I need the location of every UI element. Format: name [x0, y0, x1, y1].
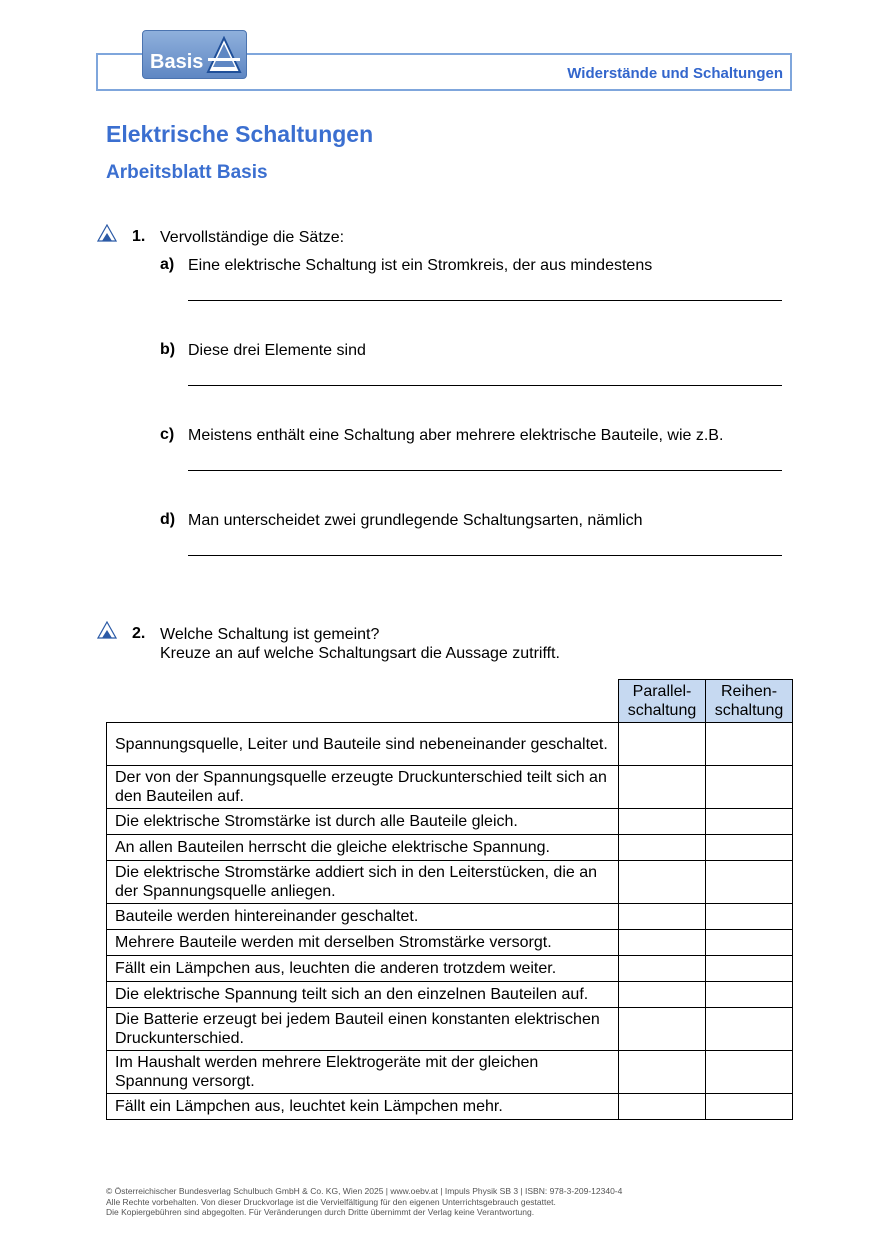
- table-header-row: [107, 680, 793, 723]
- answer-line-c[interactable]: [188, 470, 782, 471]
- parallel-checkbox-cell[interactable]: [619, 835, 706, 861]
- statement-cell: Bauteile werden hintereinander geschaltet.: [107, 904, 619, 930]
- task-1b-text: Diese drei Elemente sind: [188, 342, 366, 359]
- basis-level-icon: [97, 224, 117, 242]
- parallel-checkbox-cell[interactable]: [619, 766, 706, 809]
- col-header-parallel-line2: schaltung: [627, 702, 697, 719]
- table-row: [107, 1051, 793, 1094]
- page-title: Elektrische Schaltungen: [106, 121, 374, 147]
- table-row: [107, 904, 793, 930]
- series-checkbox-cell[interactable]: [706, 1051, 793, 1094]
- page-subtitle: Arbeitsblatt Basis: [106, 162, 268, 183]
- series-checkbox-cell[interactable]: [706, 1008, 793, 1051]
- series-checkbox-cell[interactable]: [706, 982, 793, 1008]
- footer-line-2: Alle Rechte vorbehalten. Von dieser Druckvorlage ist die Vervielfältigung für den eigenen Unterrichtsgebrauch gestattet.: [106, 1196, 556, 1207]
- parallel-checkbox-cell[interactable]: [619, 1008, 706, 1051]
- task-1a-label: a): [160, 256, 175, 273]
- triangle-logo-icon: [206, 36, 242, 74]
- statement-cell: An allen Bauteilen herrscht die gleiche elektrische Spannung.: [107, 835, 619, 861]
- basis-level-icon: [97, 621, 117, 639]
- parallel-checkbox-cell[interactable]: [619, 930, 706, 956]
- parallel-checkbox-cell[interactable]: [619, 904, 706, 930]
- statement-cell: Fällt ein Lämpchen aus, leuchtet kein Lämpchen mehr.: [107, 1094, 619, 1120]
- col-header-parallel: [619, 680, 706, 723]
- header-title: Widerstände und Schaltungen: [567, 65, 783, 82]
- parallel-checkbox-cell[interactable]: [619, 861, 706, 904]
- parallel-checkbox-cell[interactable]: [619, 982, 706, 1008]
- task-1c-label: c): [160, 426, 175, 443]
- series-checkbox-cell[interactable]: [706, 956, 793, 982]
- parallel-checkbox-cell[interactable]: [619, 956, 706, 982]
- parallel-checkbox-cell[interactable]: [619, 723, 706, 766]
- parallel-checkbox-cell[interactable]: [619, 809, 706, 835]
- task-2-number: 2.: [132, 625, 146, 642]
- table-row: [107, 861, 793, 904]
- footer-line-3: Die Kopiergebühren sind abgegolten. Für Veränderungen durch Dritte übernimmt der Verlag keine Verantwortung.: [106, 1207, 535, 1217]
- task-1a-text: Eine elektrische Schaltung ist ein Stromkreis, der aus mindestens: [188, 257, 653, 274]
- table-row: [107, 809, 793, 835]
- statement-cell: Fällt ein Lämpchen aus, leuchten die anderen trotzdem weiter.: [107, 956, 619, 982]
- statement-cell: Mehrere Bauteile werden mit derselben Stromstärke versorgt.: [107, 930, 619, 956]
- table-row: [107, 835, 793, 861]
- col-header-series-line1: Reihen-: [720, 683, 778, 700]
- answer-line-a[interactable]: [188, 300, 782, 301]
- statement-cell: Die elektrische Stromstärke addiert sich in den Leiterstücken, die an der Spannungsquelle anliegen.: [107, 861, 619, 904]
- footer-line-1: © Österreichischer Bundesverlag Schulbuch GmbH & Co. KG, Wien 2025 | www.oebv.at | Impuls Physik SB 3 | ISBN: 978-3-209-12340-4: [106, 1186, 623, 1196]
- table-row: [107, 723, 793, 766]
- series-checkbox-cell[interactable]: [706, 930, 793, 956]
- task-2-instruction-2: Kreuze an auf welche Schaltungsart die Aussage zutrifft.: [160, 645, 560, 662]
- statement-cell: Die Batterie erzeugt bei jedem Bauteil einen konstanten elektrischen Druckunterschied.: [107, 1008, 619, 1051]
- statement-cell: Der von der Spannungsquelle erzeugte Druckunterschied teilt sich an den Bauteilen auf.: [107, 766, 619, 809]
- answer-line-b[interactable]: [188, 385, 782, 386]
- task-1d-label: d): [160, 511, 176, 528]
- col-header-series: [706, 680, 793, 723]
- task-1b-label: b): [160, 341, 176, 358]
- parallel-checkbox-cell[interactable]: [619, 1094, 706, 1120]
- task-1-number: 1.: [132, 228, 146, 245]
- series-checkbox-cell[interactable]: [706, 1094, 793, 1120]
- circuit-type-table: [106, 679, 793, 1120]
- series-checkbox-cell[interactable]: [706, 809, 793, 835]
- basis-logo: [142, 30, 247, 79]
- series-checkbox-cell[interactable]: [706, 861, 793, 904]
- table-row: [107, 982, 793, 1008]
- task-1c-text: Meistens enthält eine Schaltung aber mehrere elektrische Bauteile, wie z.B.: [188, 427, 724, 444]
- table-row: [107, 1008, 793, 1051]
- statement-cell: Spannungsquelle, Leiter und Bauteile sind nebeneinander geschaltet.: [107, 723, 619, 766]
- table-corner: [107, 680, 619, 723]
- parallel-checkbox-cell[interactable]: [619, 1051, 706, 1094]
- series-checkbox-cell[interactable]: [706, 835, 793, 861]
- logo-text: Basis: [150, 51, 204, 73]
- series-checkbox-cell[interactable]: [706, 766, 793, 809]
- series-checkbox-cell[interactable]: [706, 723, 793, 766]
- statement-cell: Die elektrische Stromstärke ist durch alle Bauteile gleich.: [107, 809, 619, 835]
- statement-cell: Die elektrische Spannung teilt sich an den einzelnen Bauteilen auf.: [107, 982, 619, 1008]
- table-row: [107, 1094, 793, 1120]
- col-header-series-line2: schaltung: [714, 702, 784, 719]
- col-header-parallel-line1: Parallel-: [632, 683, 692, 700]
- task-2-instruction-1: Welche Schaltung ist gemeint?: [160, 626, 380, 643]
- table-row: [107, 956, 793, 982]
- table-row: [107, 766, 793, 809]
- answer-line-d[interactable]: [188, 555, 782, 556]
- copyright-footer: [106, 1186, 622, 1218]
- table-row: [107, 930, 793, 956]
- statement-cell: Im Haushalt werden mehrere Elektrogeräte mit der gleichen Spannung versorgt.: [107, 1051, 619, 1094]
- task-1d-text: Man unterscheidet zwei grundlegende Schaltungsarten, nämlich: [188, 512, 643, 529]
- series-checkbox-cell[interactable]: [706, 904, 793, 930]
- task-1-instruction: Vervollständige die Sätze:: [160, 229, 345, 246]
